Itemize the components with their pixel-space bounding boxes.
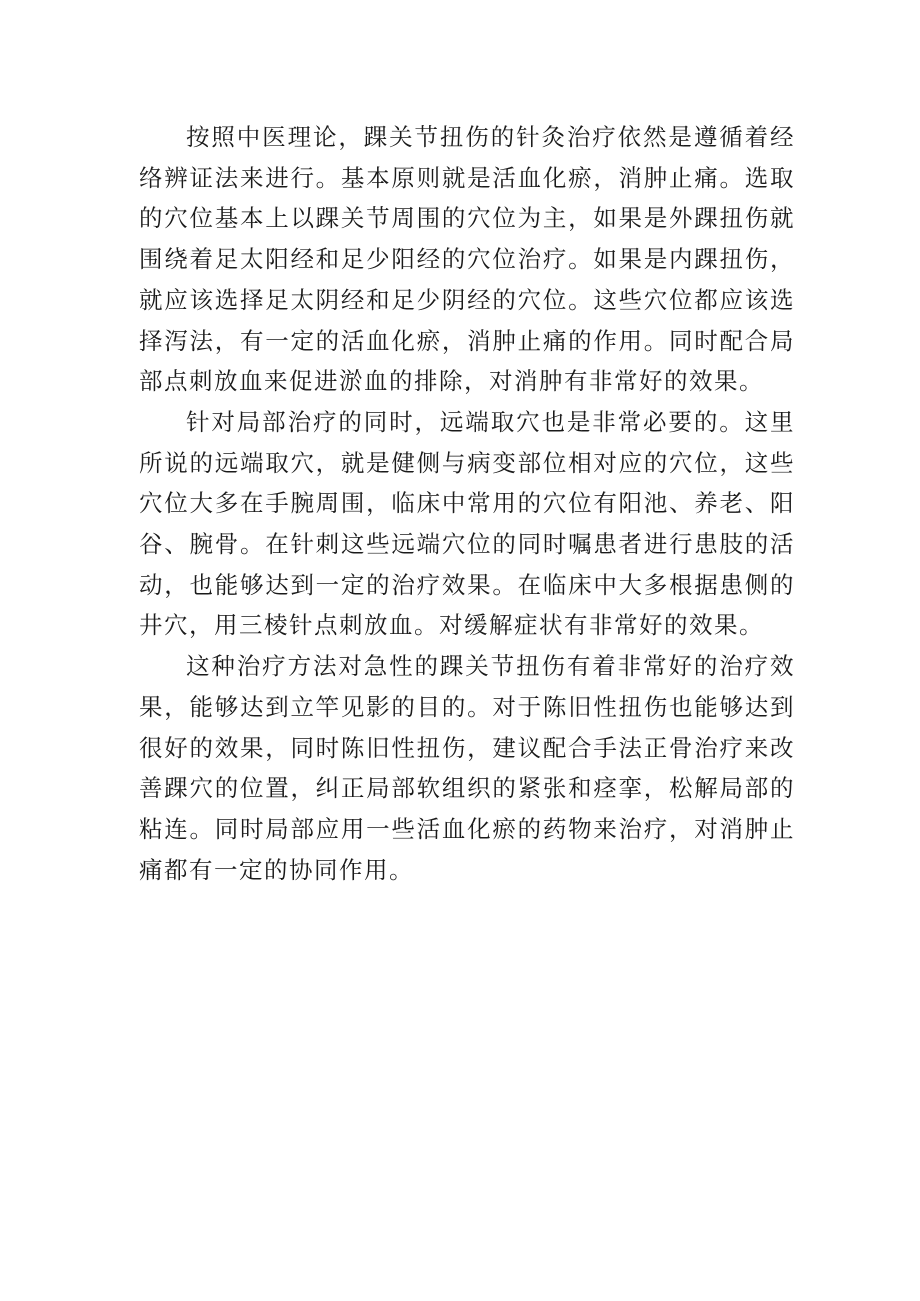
document-body: [139, 117, 795, 890]
paragraph-3: 这种治疗方法对急性的踝关节扭伤有着非常好的治疗效果，能够达到立竿见影的目的。对于陈旧性扭伤也能够达到很好的效果，同时陈旧性扭伤，建议配合手法正骨治疗来改善踝穴的位置，纠正局部软组织的紧张和痉挛，松解局部的粘连。同时局部应用一些活血化瘀的药物来治疗，对消肿止痛都有一定的协同作用。: [139, 652, 795, 884]
paragraph-1: 按照中医理论，踝关节扭伤的针灸治疗依然是遵循着经络辨证法来进行。基本原则就是活血化瘀，消肿止痛。选取的穴位基本上以踝关节周围的穴位为主，如果是外踝扭伤就围绕着足太阳经和足少阳经的穴位治疗。如果是内踝扭伤，就应该选择足太阴经和足少阴经的穴位。这些穴位都应该选择泻法，有一定的活血化瘀，消肿止痛的作用。同时配合局部点刺放血来促进淤血的排除，对消肿有非常好的效果。: [139, 123, 795, 396]
paragraph-2: 针对局部治疗的同时，远端取穴也是非常必要的。这里所说的远端取穴，就是健侧与病变部位相对应的穴位，这些穴位大多在手腕周围，临床中常用的穴位有阳池、养老、阳谷、腕骨。在针刺这些远端穴位的同时嘱患者进行患肢的活动，也能够达到一定的治疗效果。在临床中大多根据患侧的井穴，用三棱针点刺放血。对缓解症状有非常好的效果。: [139, 407, 795, 640]
